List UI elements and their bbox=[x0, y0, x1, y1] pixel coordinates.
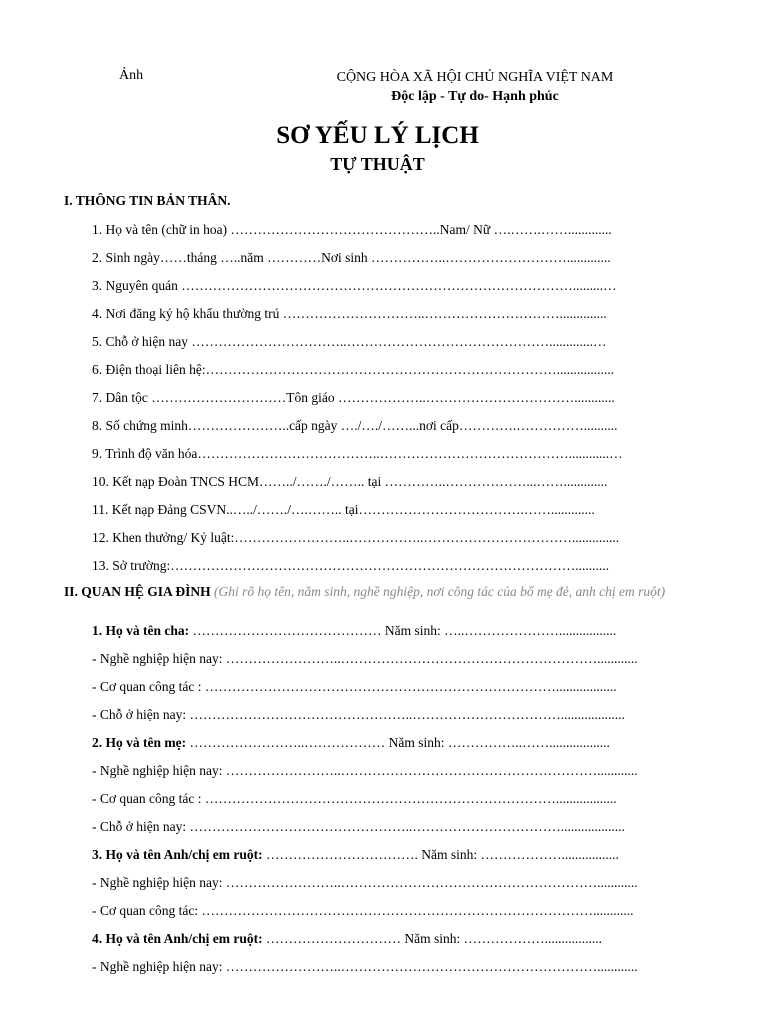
field-strengths: 13. Sở trường:……………………………………………………………………………….......... bbox=[92, 558, 609, 573]
father-occupation: - Nghề nghiệp hiện nay: ……………………..…………………………………………………............ bbox=[92, 651, 638, 666]
field-current-address: 5. Chỗ ở hiện nay ……………………………..……………………………………….............… bbox=[92, 334, 607, 349]
field-awards: 12. Khen thưởng/ Kỷ luật:……………………..……………..…………………………….............. bbox=[92, 530, 620, 545]
field-birth-date: 2. Sinh ngày……tháng …..năm …………Nơi sinh ……………..………………………............. bbox=[92, 250, 611, 265]
field-youth-union: 10. Kết nạp Đoàn TNCS HCM……../……./…….. tại …………..………………...……............. bbox=[92, 474, 608, 489]
country-name: CỘNG HÒA XÃ HỘI CHỦ NGHĨA VIỆT NAM bbox=[336, 70, 614, 85]
document-title: SƠ YẾU LÝ LỊCH bbox=[276, 122, 479, 149]
father-name-blank: …………………………………… Năm sinh: …..…………………................. bbox=[189, 623, 617, 638]
national-header bbox=[280, 68, 670, 106]
mother-name-label: 2. Họ và tên mẹ: bbox=[92, 735, 187, 750]
sibling-2-name-line bbox=[92, 930, 686, 948]
father-residence: - Chỗ ở hiện nay: …………………………………………..……………………………................... bbox=[92, 707, 625, 722]
sibling-2-name-blank: ………………………… Năm sinh: ………………................. bbox=[262, 931, 602, 946]
field-registered-address: 4. Nơi đăng ký hộ khẩu thường trú …………………………..………………………….............. bbox=[92, 306, 607, 321]
national-motto: Độc lập - Tự do- Hạnh phúc bbox=[391, 89, 559, 104]
mother-residence: - Chỗ ở hiện nay: …………………………………………..……………………………................... bbox=[92, 819, 625, 834]
sibling-1-name-line bbox=[92, 846, 686, 864]
sibling-2-name-label: 4. Họ và tên Anh/chị em ruột: bbox=[92, 931, 263, 946]
field-id-number: 8. Số chứng minh…………………..cấp ngày …./…./……...nơi cấp………….…………….......... bbox=[92, 418, 618, 433]
mother-workplace: - Cơ quan công tác : …………………………………………………………………….................. bbox=[92, 791, 617, 806]
section-1-heading: I. THÔNG TIN BẢN THÂN. bbox=[64, 193, 231, 208]
section-2-title: II. QUAN HỆ GIA ĐÌNH bbox=[64, 584, 211, 599]
sibling-2-occupation: - Nghề nghiệp hiện nay: ……………………..…………………………………………………............ bbox=[92, 959, 638, 974]
father-workplace: - Cơ quan công tác : …………………………………………………………………….................. bbox=[92, 679, 617, 694]
document-subtitle: TỰ THUẬT bbox=[330, 154, 425, 174]
field-phone: 6. Điện thoại liên hệ:……………………………………………………………………................. bbox=[92, 362, 614, 377]
sibling-1-workplace: - Cơ quan công tác: ……………………………………………………………………………............ bbox=[92, 903, 634, 918]
field-hometown: 3. Nguyên quán …………………………………………………………………………….........… bbox=[92, 278, 617, 293]
field-ethnicity-religion: 7. Dân tộc …………………………Tôn giáo ………………..……………………………............ bbox=[92, 390, 615, 405]
mother-occupation: - Nghề nghiệp hiện nay: ……………………..…………………………………………………............ bbox=[92, 763, 638, 778]
sibling-1-name-blank: ……………………………. Năm sinh: ………………................. bbox=[262, 847, 619, 862]
mother-name-line bbox=[92, 734, 686, 752]
mother-name-blank: ……………………..……………… Năm sinh: ……………..…….................. bbox=[186, 735, 610, 750]
field-party-membership: 11. Kết nạp Đảng CSVN..…../……./….…….. tại……………………………….……............. bbox=[92, 502, 595, 517]
field-full-name: 1. Họ và tên (chữ in hoa) ………………………………………..Nam/ Nữ ….…….……............. bbox=[92, 222, 612, 237]
sibling-1-name-label: 3. Họ và tên Anh/chị em ruột: bbox=[92, 847, 263, 862]
field-education: 9. Trình độ văn hóa…………………………………..……………………………………............… bbox=[92, 446, 623, 461]
father-name-label: 1. Họ và tên cha: bbox=[92, 623, 190, 638]
father-name-line bbox=[92, 622, 686, 640]
section-2-note: (Ghi rõ họ tên, năm sinh, nghề nghiệp, nơi công tác của bố mẹ đẻ, anh chị em ruột) bbox=[214, 584, 666, 599]
section-2-heading bbox=[64, 583, 694, 601]
sibling-1-occupation: - Nghề nghiệp hiện nay: ……………………..…………………………………………………............ bbox=[92, 875, 638, 890]
photo-placeholder-label: Ảnh bbox=[119, 68, 144, 83]
